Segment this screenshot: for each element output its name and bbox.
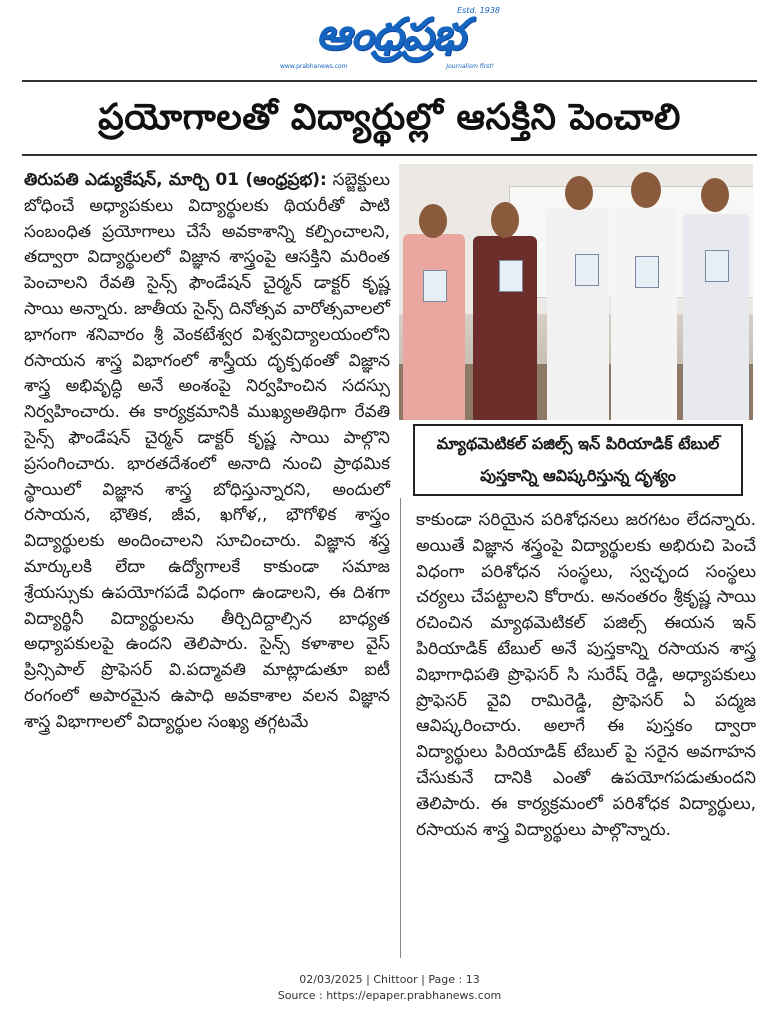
article-headline: ప్రయోగాలతో విద్యార్థుల్లో ఆసక్తిని పెంచాలి xyxy=(98,97,681,138)
photo-head-4 xyxy=(631,172,661,208)
article-dateline: తిరుపతి ఎడ్యుకేషన్, మార్చి 01 (ఆంధ్రప్రభ): xyxy=(24,170,327,190)
photo-book-1 xyxy=(423,270,447,302)
photo-person-4 xyxy=(611,208,677,420)
photo-head-2 xyxy=(491,202,519,238)
article-left-column xyxy=(24,168,390,736)
photo-book-2 xyxy=(499,260,523,292)
article-right-column xyxy=(416,508,756,843)
photo-head-3 xyxy=(565,176,593,210)
event-photo xyxy=(399,164,753,420)
photo-head-5 xyxy=(701,178,729,212)
logo-site: www.prabhanews.com xyxy=(280,63,348,70)
photo-head-1 xyxy=(419,204,447,238)
photo-person-1 xyxy=(403,234,465,420)
photo-book-5 xyxy=(705,250,729,282)
logo-estd: Estd. 1938 xyxy=(457,6,500,15)
photo-person-5 xyxy=(683,214,749,420)
page-footer xyxy=(0,972,779,1004)
top-rule xyxy=(22,80,757,82)
masthead xyxy=(0,0,779,80)
prabha-logo xyxy=(280,6,500,70)
footer-meta: 02/03/2025 | Chittoor | Page : 13 xyxy=(299,973,480,986)
photo-book-3 xyxy=(575,254,599,286)
logo-text: ఆంధ్రప్రభ xyxy=(315,9,465,60)
footer-source: Source : https://epaper.prabhanews.com xyxy=(277,989,502,1002)
article-left-body: సబ్జెక్టులు బోధించే అధ్యాపకులు విద్యార్థులకు థియరీతో పాటి సంబంధిత ప్రయోగాలు చేసే అవకాశాన్ని కల్పించాలని, తద్వారా విద్యార్థులలో విజ్ఞాన శాస్త్రంపై ఆసక్తిని మరింత పెంచాలని రేవతి సైన్స్ ఫౌండేషన్ చైర్మన్ డాక్టర్ కృష్ణ సాయి అన్నారు. జాతీయ సైన్స్ దినోత్సవ వారోత్సవాలలో భాగంగా శనివారం శ్రీ వెంకటేశ్వర విశ్వవిద్యాలయంలోని రసాయన శాస్త్ర విభాగంలో శాస్త్రీయ దృక్పథంతో విజ్ఞాన శాస్త్ర అభివృద్ధి అనే అంశంపై నిర్వహించిన సదస్సు నిర్వహించారు. ఈ కార్యక్రమానికి ముఖ్యఅతిథిగా రేవతి సైన్స్ ఫౌండేషన్ చైర్మన్ డాక్టర్ కృష్ణ సాయి పాల్గొని ప్రసంగించారు. భారతదేశంలో అనాది నుంచి ప్రాథమిక స్థాయిలో విజ్ఞాన శాస్త్ర బోధిస్తున్నారని, అందులో రసాయన, భౌతిక, జీవ, ఖగోళ,, భౌగోళిక శాస్త్రం విద్యార్థులకు అందించాలని సూచించారు. విజ్ఞాన శస్త్ర మార్కులకి లేదా ఉద్యోగాలకే కాకుండా సమాజ శ్రేయస్సుకు ఉపయోగపడే విధంగా ఉండాలని, ఈ దిశగా విద్యార్థినీ విద్యార్థులను తీర్చిదిద్దాల్సిన బాధ్యత అధ్యాపకులపై ఉందని తెలిపారు. సైన్స్ కళాశాల వైస్ ప్రిన్సిపాల్ ప్రొఫెసర్ వి.పద్మావతి మాట్లాడుతూ ఐటీ రంగంలో అపారమైన ఉపాధి అవకాశాల వలన విజ్ఞాన శాస్త్ర విభాగాలలో విద్యార్థుల సంఖ్య తగ్గటమే xyxy=(24,170,390,732)
article-right-body: కాకుండా సరియైన పరిశోధనలు జరగటం లేదన్నారు. అయితే విజ్ఞాన శస్త్రంపై విద్యార్థులకు అభిరుచి పెంచే విధంగా పరిశోధన సంస్థలు, స్వచ్ఛంద సంస్థలు చర్యలు చేపట్టాలని కోరారు. అనంతరం శ్రీకృష్ణ సాయి రచించిన మ్యాథమెటికల్ పజిల్స్ ఈయన ఇన్ పిరియాడిక్ టేబుల్ అనే పుస్తకాన్ని రసాయన శాస్త్ర విభాగాధిపతి ప్రొఫెసర్ సి సురేష్ రెడ్డి, అధ్యాపకులు ప్రొఫెసర్ వైవి రామిరెడ్డి, ప్రొఫెసర్ ఏ పద్మజ ఆవిష్కరించారు. అలాగే ఈ పుస్తకం ద్వారా విద్యార్థులు పిరియాడిక్ టేబుల్ పై సరైన అవగాహన చేసుకునే దానికి ఎంతో ఉపయోగపడుతుందని తెలిపారు. ఈ కార్యక్రమంలో పరిశోధక విద్యార్థులు, రసాయన శాస్త్ర విద్యార్థులు పాల్గొన్నారు. xyxy=(416,510,756,840)
photo-caption: మ్యాథమెటికల్ పజిల్స్ ఇన్ పిరియాడిక్ టేబుల్ పుస్తకాన్ని ఆవిష్కరిస్తున్న దృశ్యం xyxy=(413,424,743,496)
headline-rule xyxy=(22,154,757,156)
photo-book-4 xyxy=(635,256,659,288)
photo-person-3 xyxy=(547,208,609,420)
column-divider xyxy=(400,498,401,958)
logo-tagline: Journalism first! xyxy=(446,63,494,70)
